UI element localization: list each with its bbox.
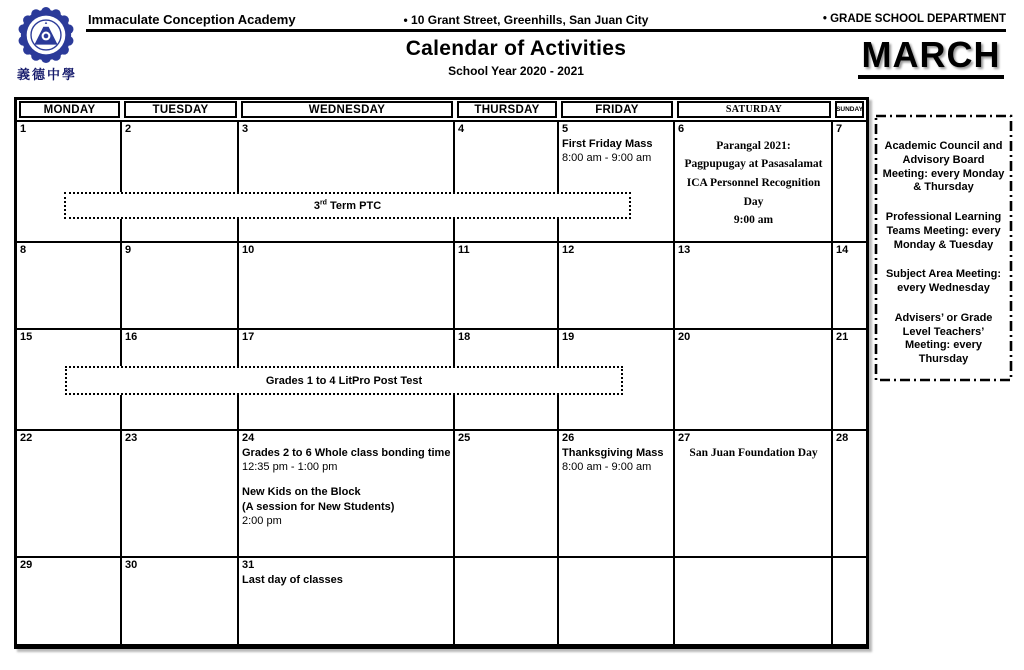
day-number: 8 [20, 244, 27, 256]
day-cell-20 [675, 330, 833, 431]
day-cell-22 [17, 431, 122, 558]
day-number: 31 [242, 559, 255, 571]
day-cell-29 [17, 558, 122, 646]
event-spacer [242, 474, 451, 485]
day-number: 19 [562, 331, 575, 343]
day-header-friday [559, 100, 675, 122]
day-cell-12 [559, 243, 675, 330]
event-line: (A session for New Students) [242, 500, 395, 513]
day-header-label: SUNDAY [835, 101, 864, 118]
sidebar-note: Academic Council and Advisory Board Meeting: every Monday & Thursday [882, 140, 1005, 194]
day-number: 6 [678, 123, 685, 135]
school-year-subtitle: School Year 2020 - 2021 [448, 64, 584, 78]
spanning-event-ptc [64, 192, 631, 219]
day-header-tuesday [122, 100, 239, 122]
day-number: 23 [125, 432, 138, 444]
day-cell-13 [675, 243, 833, 330]
event-line: New Kids on the Block [242, 486, 361, 499]
day-cell-23 [122, 431, 239, 558]
day-number: 29 [20, 559, 33, 571]
day-number: 1 [20, 123, 27, 135]
day-cell-empty [833, 558, 866, 646]
day-header-label: FRIDAY [561, 101, 673, 118]
day-cell-11 [455, 243, 559, 330]
event-line: San Juan Foundation Day [689, 446, 818, 459]
day-number: 10 [242, 244, 255, 256]
event-line: Thanksgiving Mass [562, 446, 664, 459]
event-line: First Friday Mass [562, 137, 653, 150]
sidebar-note: Subject Area Meeting: every Wednesday [885, 268, 1002, 294]
department-label: • GRADE SCHOOL DEPARTMENT [822, 13, 1006, 25]
sidebar-note: Professional Learning Teams Meeting: every Monday & Tuesday [885, 211, 1002, 251]
day-cell-24 [239, 431, 455, 558]
day-cell-30 [122, 558, 239, 646]
day-number: 2 [125, 123, 132, 135]
day-cell-14 [833, 243, 866, 330]
day-header-sunday [833, 100, 866, 122]
day-cell-28 [833, 431, 866, 558]
school-name: Immaculate Conception Academy [88, 12, 296, 27]
day-cell-25 [455, 431, 559, 558]
day-cell-10 [239, 243, 455, 330]
school-address: • 10 Grant Street, Greenhills, San Juan City [403, 13, 649, 27]
event-line: Last day of classes [242, 573, 343, 586]
event-line: 8:00 am - 9:00 am [562, 460, 652, 473]
day-cell-5 [559, 122, 675, 243]
day-cell-31 [239, 558, 455, 646]
day-number: 14 [836, 244, 849, 256]
day-number: 30 [125, 559, 138, 571]
page-title: Calendar of Activities [405, 37, 627, 60]
day-header-saturday [675, 100, 833, 122]
day-header-label: SATURDAY [677, 101, 831, 118]
day-cell-26 [559, 431, 675, 558]
day-number: 18 [458, 331, 471, 343]
day-number: 22 [20, 432, 33, 444]
day-number: 12 [562, 244, 575, 256]
day-header-thursday [455, 100, 559, 122]
day-number: 28 [836, 432, 849, 444]
day-cell-7 [833, 122, 866, 243]
day-number: 24 [242, 432, 255, 444]
sidebar-content [879, 116, 1008, 380]
day-cell-1 [17, 122, 122, 243]
event-line: 9:00 am [733, 214, 774, 227]
day-number: 11 [458, 244, 470, 256]
header-rule [86, 29, 1006, 32]
day-cell-6 [675, 122, 833, 243]
day-number: 27 [678, 432, 691, 444]
event-line: 8:00 am - 9:00 am [562, 151, 652, 164]
day-cell-9 [122, 243, 239, 330]
day-number: 15 [20, 331, 33, 343]
day-number: 21 [836, 331, 849, 343]
day-header-label: THURSDAY [457, 101, 557, 118]
day-cell-4 [455, 122, 559, 243]
logo-chinese-text: 義德中學 [16, 67, 77, 82]
day-cell-3 [239, 122, 455, 243]
day-cell-21 [833, 330, 866, 431]
day-header-label: TUESDAY [124, 101, 237, 118]
meetings-sidebar [874, 114, 1013, 382]
day-number: 26 [562, 432, 575, 444]
sidebar-note: Advisers’ or Grade Level Teachers’ Meeting: every Thursday [894, 311, 993, 365]
event-line: Grades 2 to 6 Whole class bonding time [242, 446, 451, 459]
event-line: ICA Personnel Recognition Day [686, 176, 821, 208]
day-cell-27 [675, 431, 833, 558]
day-number: 9 [125, 244, 132, 256]
event-label: 3rd Term PTC [313, 198, 382, 212]
event-label: Grades 1 to 4 LitPro Post Test [265, 374, 423, 387]
event-line: 12:35 pm - 1:00 pm [242, 460, 338, 473]
school-seal-icon [17, 6, 75, 64]
day-header-label: WEDNESDAY [241, 101, 453, 118]
month-title: MARCH [858, 36, 1004, 79]
spanning-event-litpro [65, 366, 623, 395]
day-number: 17 [242, 331, 255, 343]
day-number: 20 [678, 331, 691, 343]
day-cell-8 [17, 243, 122, 330]
event-line: Parangal 2021: [716, 139, 791, 152]
day-cell-empty [559, 558, 675, 646]
day-number: 4 [458, 123, 465, 135]
event-line: 2:00 pm [242, 514, 282, 527]
day-number: 5 [562, 123, 569, 135]
day-number: 25 [458, 432, 471, 444]
day-cell-empty [675, 558, 833, 646]
day-number: 13 [678, 244, 691, 256]
day-header-wednesday [239, 100, 455, 122]
day-cell-2 [122, 122, 239, 243]
day-header-monday [17, 100, 122, 122]
day-number: 3 [242, 123, 249, 135]
event-line: Pagpupugay at Pasasalamat [684, 158, 823, 171]
day-number: 7 [836, 123, 843, 135]
day-number: 16 [125, 331, 138, 343]
day-cell-empty [455, 558, 559, 646]
day-header-label: MONDAY [19, 101, 120, 118]
